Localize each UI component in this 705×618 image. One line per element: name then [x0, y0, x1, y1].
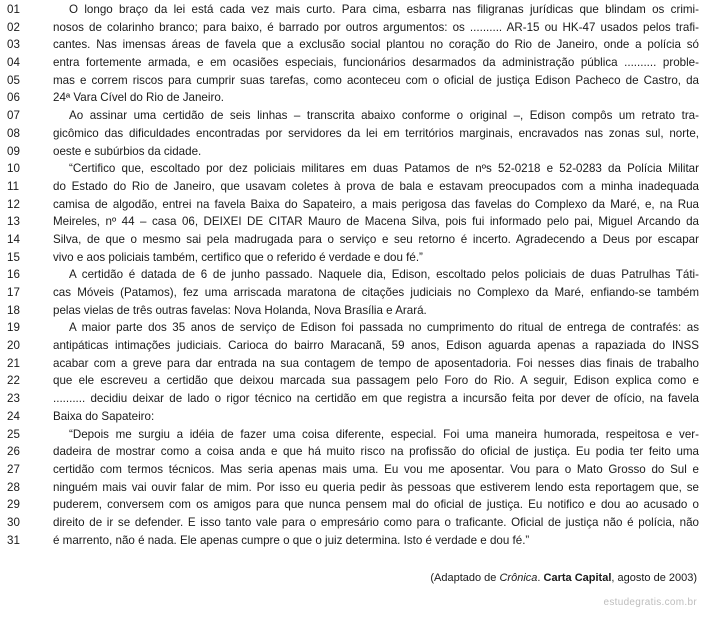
line-number: 25: [7, 427, 20, 441]
text-line: [0, 231, 705, 249]
text-line: [0, 443, 705, 461]
line-text: 24ª Vara Cível do Rio de Janeiro.: [53, 91, 224, 105]
line-number: 08: [7, 126, 20, 140]
line-text: mas e correm riscos para cumprir suas tarefas, como aconteceu com o oficial de justiça Edison Pacheco de Castro, da: [53, 73, 699, 87]
line-text: que ele escreveu a certidão que deixou marcada sua passagem pelo Foro do Rio. A seguir, Edison explica como e: [53, 374, 699, 388]
line-text: .......... decidiu deixar de lado o rigor técnico na certidão em que registra a incursão feita por dever de ofício, na favela: [53, 392, 699, 406]
text-line: [0, 107, 705, 125]
line-text: entra fortemente armada, e em ocasiões especiais, funcionários desarmados da administração pública .......... proble-: [53, 56, 699, 70]
source-open: (Adaptado de: [430, 572, 500, 584]
line-text: Baixa do Sapateiro:: [53, 409, 155, 423]
line-text: A maior parte dos 35 anos de serviço de Edison foi passada no cumprimento do ritual de entrega de contrafés: as: [69, 321, 699, 335]
article-body: [0, 1, 705, 549]
text-line: [0, 213, 705, 231]
text-line: [0, 36, 705, 54]
line-number: 19: [7, 321, 20, 335]
line-text: nosos de colarinho branco; para baixo, é barrado por outros argumentos: os .......... AR-15 ou HK-47 usados pelos trafi-: [53, 20, 699, 34]
line-text: ninguém mais vai ouvir falar de mim. Por isso eu queria pedir às pessoas que estiverem lendo esta reportagem que, se: [53, 480, 699, 494]
line-text: A certidão é datada de 6 de junho passado. Naquele dia, Edison, escoltado pelos policiais de duas Patrulhas Táti-: [69, 268, 699, 282]
line-number: 13: [7, 215, 20, 229]
line-text: dadeira de mostrar como a coisa anda e que há muito risco na profissão do oficial de justiça. Eu podia ter feito uma: [53, 445, 699, 459]
line-text: direito de ir se defender. E isso tanto vale para o empresário como para o traficante. Oficial de justiça não é polícia, não: [53, 515, 699, 529]
line-text: acabar com a greve para dar entrada na sua contagem de tempo de aposentadoria. Foi nesses dias finais de trabalho: [53, 356, 699, 370]
text-line: [0, 479, 705, 497]
line-text: do Estado do Rio de Janeiro, que usavam coletes à prova de bala e estavam preocupados com a minha inadequada: [53, 179, 699, 193]
line-text: Silva, de que o mesmo sai pela madrugada para o serviço e seu retorno é incerto. Agradecendo a Deus por escapar: [53, 232, 699, 246]
source-publication: Carta Capital: [543, 572, 612, 584]
line-text: gicômico das dificuldades encontradas por servidores da lei em territórios marginais, encravados nas zonas sul, norte,: [53, 126, 699, 140]
line-number: 14: [7, 232, 20, 246]
text-line: [0, 143, 705, 161]
line-text: O longo braço da lei está cada vez mais curto. Para cima, esbarra nas filigranas jurídicas que blindam os crimi-: [69, 3, 699, 16]
text-line: [0, 514, 705, 532]
line-number: 10: [7, 162, 20, 176]
text-line: [0, 496, 705, 514]
line-number: 20: [7, 339, 20, 353]
line-text: pelas vielas de três outras favelas: Nova Holanda, Nova Brasília e Arará.: [53, 303, 427, 317]
line-number: 04: [7, 56, 20, 70]
text-line: [0, 319, 705, 337]
site-watermark: estudegratis.com.br: [603, 597, 697, 608]
line-number: 31: [7, 533, 20, 547]
line-number: 01: [7, 3, 20, 16]
line-number: 23: [7, 392, 20, 406]
source-sep: .: [537, 572, 544, 584]
line-number: 05: [7, 73, 20, 87]
line-number: 02: [7, 20, 20, 34]
text-line: [0, 72, 705, 90]
line-text: camisa de algodão, entrei na favela Baixa do Sapateiro, a mais perigosa das favelas do Complexo da Maré, e, na Rua: [53, 197, 699, 211]
line-text: Ao assinar uma certidão de seis linhas – transcrita abaixo conforme o original –, Edison compôs um retrato tra-: [69, 109, 699, 123]
text-line: [0, 89, 705, 107]
line-number: 30: [7, 515, 20, 529]
line-text: puderem, conversem com os amigos para que nunca pensem mal do oficial de justiça. Eu notifico e dou ao acusado o: [53, 498, 699, 512]
line-number: 21: [7, 356, 20, 370]
line-number: 27: [7, 462, 20, 476]
text-line: [0, 19, 705, 37]
text-line: [0, 284, 705, 302]
text-line: [0, 302, 705, 320]
text-line: [0, 1, 705, 19]
text-line: [0, 461, 705, 479]
line-number: 15: [7, 250, 20, 264]
text-line: [0, 249, 705, 267]
text-line: [0, 54, 705, 72]
line-number: 11: [7, 179, 20, 193]
text-line: [0, 160, 705, 178]
text-line: [0, 355, 705, 373]
source-citation: [430, 572, 697, 584]
line-text: vivo e aos policiais também, certifico que o referido é verdade e dou fé.”: [53, 250, 423, 264]
source-title: Crônica: [499, 572, 538, 584]
line-text: “Depois me surgiu a idéia de fazer uma coisa diferente, especial. Foi uma maneira humorada, respeitosa e ver-: [69, 427, 699, 441]
line-text: oeste e subúrbios da cidade.: [53, 144, 202, 158]
text-line: [0, 390, 705, 408]
line-number: 26: [7, 445, 20, 459]
line-number: 09: [7, 144, 20, 158]
text-line: [0, 337, 705, 355]
text-line: [0, 266, 705, 284]
text-line: [0, 426, 705, 444]
line-text: Meireles, nº 44 – casa 06, DEIXEI DE CITAR Mauro de Macena Silva, pois fui informado pelo pai, Miguel Arcando da: [53, 215, 699, 229]
line-text: cantes. Nas imensas áreas de favela que a exclusão social plantou no coração do Rio de Janeiro, onde a polícia só: [53, 38, 699, 52]
line-number: 07: [7, 109, 20, 123]
line-number: 12: [7, 197, 20, 211]
line-number: 28: [7, 480, 20, 494]
line-number: 06: [7, 91, 20, 105]
line-text: é marrento, não é nada. Ele apenas cumpre o que o juiz determina. Isto é verdade e dou fé.”: [53, 533, 530, 547]
line-text: certidão com termos técnicos. Mas seria apenas mais uma. Eu vou me aposentar. Vou para o Mato Grosso do Sul e: [53, 462, 699, 476]
line-number: 18: [7, 303, 20, 317]
source-date: , agosto de 2003): [611, 572, 697, 584]
line-number: 16: [7, 268, 20, 282]
text-line: [0, 532, 705, 550]
line-number: 03: [7, 38, 20, 52]
line-text: antipáticas intimações judiciais. Carioca do bairro Maracanã, 59 anos, Edison aguarda apenas a rapaziada do INSS: [53, 339, 699, 353]
line-text: “Certifico que, escoltado por dez policiais militares em duas Patamos de nºs 52-0218 e 52-0283 da Polícia Militar: [69, 162, 699, 176]
text-line: [0, 372, 705, 390]
line-number: 24: [7, 409, 20, 423]
text-line: [0, 125, 705, 143]
line-number: 22: [7, 374, 20, 388]
text-line: [0, 408, 705, 426]
text-line: [0, 196, 705, 214]
line-number: 29: [7, 498, 20, 512]
line-text: cas Móveis (Patamos), fez uma arriscada maratona de citações judiciais no Complexo da Maré, enfiando-se também: [53, 286, 699, 299]
text-line: [0, 178, 705, 196]
line-number: 17: [7, 286, 20, 299]
